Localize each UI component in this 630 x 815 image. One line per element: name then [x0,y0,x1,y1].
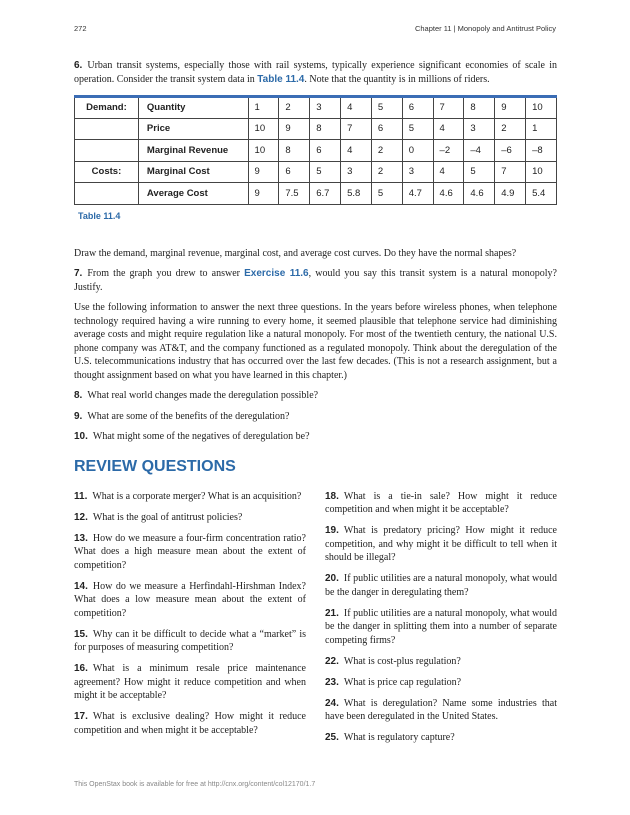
table-cell: 3 [402,161,433,183]
question-number: 7. [74,268,83,279]
question-number: 20. [325,573,339,584]
table-cell: 3 [464,118,495,140]
question-text: What is regulatory capture? [343,732,455,743]
intro-paragraph: Use the following information to answer the next three questions. In the years before wireless phones, when telephone technology required having a wire running to every home, it seemed plausible that telephone service had diminishing average costs and might require regulation like a natural monopoly. For most of the twentieth century, the national U.S. phone company was AT&T, and the company functioned as a regulated monopoly. Think about the deregulation of the U.S. telecommunications industry that has occurred over the last few decades. (This is not a research assignment, but a thought assignment based on what you have learned in this chapter.) [74,302,557,381]
exercise-link[interactable]: Exercise 11.6 [244,268,309,279]
table-cell: 0 [402,140,433,162]
table-row [75,97,557,119]
row-label: Marginal Revenue [138,140,248,162]
question-text: What is the goal of antitrust policies? [92,511,243,523]
question-text: What is exclusive dealing? How might it reduce competition and when might it be acceptable? [74,711,306,736]
page-number: 272 [74,24,87,33]
table-cell: 3 [310,97,341,119]
empty-cell [75,183,139,205]
row-label: Quantity [138,97,248,119]
table-cell: 4.7 [402,183,433,205]
table-cell: –2 [433,140,464,162]
table-cell: 9 [248,183,279,205]
question-21 [325,607,557,648]
question-number: 13. [74,532,88,544]
table-cell: 6 [402,97,433,119]
question-8 [74,389,557,403]
table-cell: 6 [279,161,310,183]
table-cell: 5 [464,161,495,183]
question-text: What is a tie-in sale? How might it reduce competition and when might it be acceptable? [325,490,557,515]
review-right-column [325,490,557,753]
page-footer: This OpenStax book is available for free at http://cnx.org/content/col12170/1.7 [74,781,316,788]
table-cell: 8 [464,97,495,119]
table-cell: 7 [433,97,464,119]
question-15 [74,628,306,655]
question-11 [74,490,306,504]
table-link[interactable]: Table 11.4 [257,73,305,85]
question-number: 15. [74,628,88,640]
table-cell: 6 [310,140,341,162]
question-text: Why can it be difficult to decide what a “market” is for purposes of measuring competition? [74,628,306,653]
table-cell: 8 [310,118,341,140]
question-number: 9. [74,410,83,422]
empty-cell [75,118,139,140]
table-cell: 10 [248,140,279,162]
table-row [75,183,557,205]
empty-cell [75,140,139,162]
question-number: 19. [325,525,339,536]
question-6 [74,59,557,86]
transit-data-table [74,95,557,205]
table-cell: 4 [341,140,372,162]
question-text: What is a corporate merger? What is an acquisition? [92,490,302,502]
question-number: 12. [74,511,88,523]
table-cell: 9 [279,118,310,140]
question-text-end: , would you say this transit system is a natural monopoly? Justify. [74,268,557,293]
table-cell: 4.9 [495,183,526,205]
question-text: From the graph you drew to answer [87,268,245,279]
table-caption: Table 11.4 [78,210,121,221]
question-text: How do we measure a four-firm concentration ratio? What does a high measure mean about the extent of competition? [74,532,306,571]
question-10 [74,430,557,444]
table-cell: 10 [526,97,557,119]
costs-label: Costs: [75,161,139,183]
question-text: What are some of the benefits of the deregulation? [87,410,290,422]
question-text: What is price cap regulation? [343,676,462,688]
table-cell: 3 [341,161,372,183]
question-number: 18. [325,490,339,502]
question-number: 6. [74,60,83,71]
table-cell: 7.5 [279,183,310,205]
question-text: Urban transit systems, especially those with rail systems, typically experience significant economies of scale in operation. Consider the transit system data in [74,60,557,85]
table-cell: 7 [495,161,526,183]
table-cell: 6 [371,118,402,140]
table-cell: 1 [526,118,557,140]
question-text: How do we measure a Herfindahl-Hirshman Index? What does a low measure mean about the extent of competition? [74,580,306,619]
question-24 [325,697,557,724]
question-14 [74,580,306,621]
demand-label: Demand: [75,97,139,119]
table-cell: 5.8 [341,183,372,205]
question-25 [325,731,557,745]
table-cell: 2 [495,118,526,140]
table-cell: 4.6 [464,183,495,205]
question-number: 14. [74,580,88,592]
question-number: 10. [74,431,88,442]
page-content [74,59,557,752]
table-cell: 5.4 [526,183,557,205]
table-cell: 9 [248,161,279,183]
question-20 [325,572,557,599]
table-cell: 6.7 [310,183,341,205]
table-row [75,118,557,140]
question-text: If public utilities are a natural monopoly, what would be the danger in deregulating them? [325,573,557,598]
table-cell: 2 [371,161,402,183]
question-number: 24. [325,697,339,709]
question-18 [325,490,557,517]
draw-instruction: Draw the demand, marginal revenue, marginal cost, and average cost curves. Do they have the normal shapes? [74,247,517,259]
table-row [75,161,557,183]
review-columns [74,490,557,753]
table-cell: 5 [402,118,433,140]
table-cell: –8 [526,140,557,162]
table-cell: 8 [279,140,310,162]
question-text: If public utilities are a natural monopoly, what would be the danger in splitting them into a number of separate competing firms? [325,607,557,646]
question-23 [325,676,557,690]
question-number: 21. [325,607,339,619]
table-cell: 4 [341,97,372,119]
question-number: 25. [325,732,339,743]
question-text-end: . Note that the quantity is in millions of riders. [304,73,490,85]
review-questions-heading: REVIEW QUESTIONS [74,457,236,475]
table-cell: 7 [341,118,372,140]
question-13 [74,532,306,573]
table-cell: 10 [526,161,557,183]
chapter-title: Chapter 11 | Monopoly and Antitrust Policy [414,24,556,33]
page-header [74,24,556,36]
question-number: 22. [325,655,339,667]
table-cell: –6 [495,140,526,162]
question-number: 16. [74,663,88,674]
question-text: What real world changes made the deregulation possible? [87,390,319,401]
table-cell: 9 [495,97,526,119]
question-7 [74,267,557,294]
table-cell: 2 [279,97,310,119]
table-cell: 5 [371,183,402,205]
row-label: Price [138,118,248,140]
question-17 [74,710,306,737]
row-label: Average Cost [138,183,248,205]
question-12 [74,511,306,525]
table-row [75,140,557,162]
question-22 [325,655,557,669]
question-number: 11. [74,490,88,502]
question-16 [74,662,306,703]
question-number: 8. [74,390,83,401]
table-cell: 1 [248,97,279,119]
row-label: Marginal Cost [138,161,248,183]
table-cell: –4 [464,140,495,162]
question-text: What is a minimum resale price maintenance agreement? How might it reduce competition and when might it be acceptable? [74,663,306,701]
question-9 [74,410,557,424]
table-cell: 10 [248,118,279,140]
review-left-column [74,490,306,753]
table-cell: 4 [433,118,464,140]
question-number: 23. [325,676,339,688]
table-cell: 5 [310,161,341,183]
question-number: 17. [74,711,88,722]
table-cell: 2 [371,140,402,162]
question-19 [325,524,557,565]
table-cell: 4 [433,161,464,183]
table-cell: 4.6 [433,183,464,205]
question-text: What might some of the negatives of deregulation be? [92,431,310,442]
question-text: What is cost-plus regulation? [343,655,461,667]
question-text: What is deregulation? Name some industries that have been deregulated in the United States. [325,697,557,722]
table-cell: 5 [371,97,402,119]
question-text: What is predatory pricing? How might it reduce competition, and why might it be difficult to tell when it should be illegal? [325,525,557,563]
